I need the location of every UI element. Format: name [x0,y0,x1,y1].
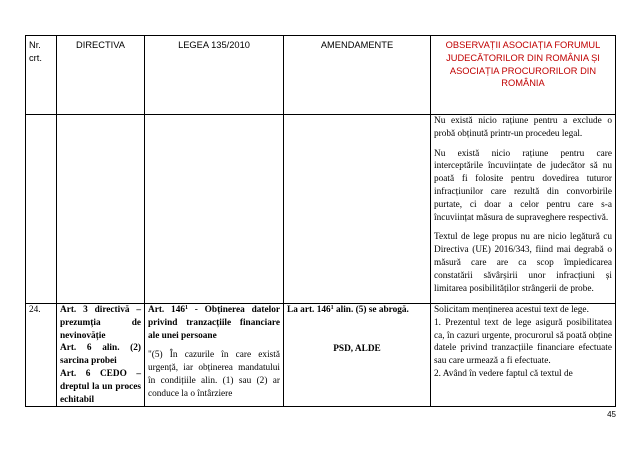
cell-nr [26,115,57,304]
header-nr: Nr. crt. [26,36,57,115]
cell-observation [431,115,616,304]
directive-article: Art. 3 directivă – prezumția de nevinovăție [60,305,141,341]
cell-amendment [284,115,431,304]
cell-directive [57,115,145,304]
cell-observation [431,304,616,407]
table-header-row [26,36,616,115]
directive-article: Art. 6 alin. (2) sarcina probei [60,343,141,367]
header-observations: OBSERVAȚII ASOCIAȚIA FORUMUL JUDECĂTORILOR DIN ROMÂNIA ȘI ASOCIAȚIA PROCURORILOR DIN ROMÂNIA [431,36,616,115]
observation-paragraph: Nu există nicio rațiune pentru a exclude o probă obținută printr-un procedeu legal. [434,116,612,139]
table-row [26,115,616,304]
header-directive: DIRECTIVA [57,36,145,115]
observation-paragraph: Nu există nicio rațiune pentru care interceptările încuviințate de judecător să nu poată fi folosite pentru dovedirea tuturor infracțiunilor care rezultă din convorbirile purtate, ci doar a celor pentru care s-a încuviințat măsura de supraveghere respectivă. [434,148,612,223]
cell-amendment [284,304,431,407]
amendment-party: PSD, ALDE [333,343,381,354]
cell-law [145,115,284,304]
cell-law [145,304,284,407]
law-article-body: "(5) În cazurile în care există urgență, iar obținerea mandatului în condițiile alin. (1) sau (2) ar conduce la o întârziere [148,350,280,399]
cell-directive [57,304,145,407]
header-law: LEGEA 135/2010 [145,36,284,115]
directive-article: Art. 6 CEDO – dreptul la un proces echitabil [60,368,141,405]
observation-paragraph: 1. Prezentul text de lege asigură posibilitatea ca, în cazuri urgente, procurorul să poată obține datele privind tranzacțiile financiare efectuate sau care urmează a fi efectuate. [434,317,612,367]
header-amendments: AMENDAMENTE [284,36,431,115]
table-row [26,304,616,407]
page-number: 45 [607,410,616,419]
law-article-title: Art. $146^1$ - Obținerea datelor privind tranzacțiile financiare ale unei persoane [148,305,280,341]
observation-paragraph: Textul de lege propus nu are nicio legătură cu Directiva (UE) 2016/343, fiind mai degrabă o măsură care are ca scop împiedicarea constatării săvârșirii unor infracțiuni și limitarea posibilităților strângerii de probe. [434,232,612,294]
amendment-text: La art. $146^1$ alin. (5) se abrogă. [287,305,409,315]
observation-paragraph: 2. Având în vedere faptul că textul de [434,368,573,379]
observation-paragraph: Solicitam menținerea acestui text de lege. [434,305,589,315]
cell-nr: 24. [26,304,57,407]
comparison-table [25,35,616,407]
